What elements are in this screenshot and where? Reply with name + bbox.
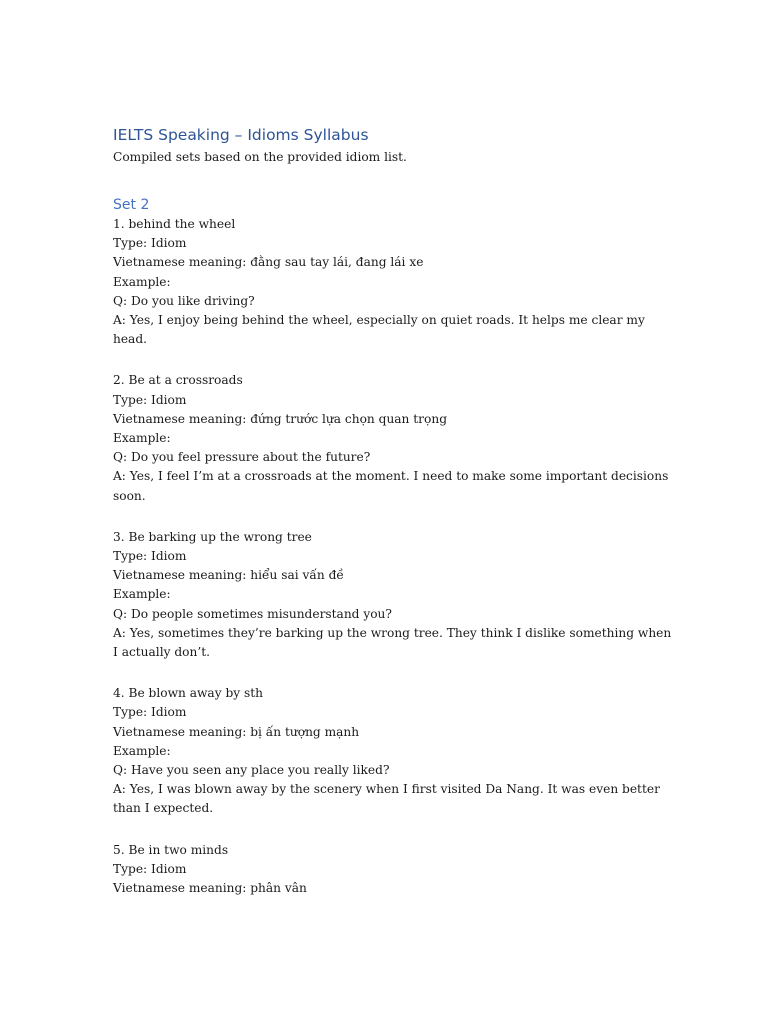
entry-meaning: Vietnamese meaning: phân vân <box>113 881 307 896</box>
entry-heading: 3. Be barking up the wrong tree <box>113 529 312 544</box>
entry-meaning: Vietnamese meaning: đằng sau tay lái, đang lái xe <box>113 255 424 270</box>
entry-example-label: Example: <box>113 587 171 602</box>
document-subtitle: Compiled sets based on the provided idiom list. <box>113 150 407 164</box>
entry-answer: A: Yes, I enjoy being behind the wheel, especially on quiet roads. It helps me clear my head. <box>113 313 645 347</box>
entry-type: Type: Idiom <box>113 549 187 564</box>
entry-heading: 1. behind the wheel <box>113 217 236 231</box>
entry-question: Q: Have you seen any place you really liked? <box>113 763 390 778</box>
entry-example-label: Example: <box>113 274 171 289</box>
entry-type: Type: Idiom <box>113 861 187 876</box>
idiom-entry-3 <box>113 528 673 662</box>
entry-heading: 2. Be at a crossroads <box>113 373 243 388</box>
entry-answer: A: Yes, I was blown away by the scenery when I first visited Da Nang. It was even better than I expected. <box>113 782 660 816</box>
entry-meaning: Vietnamese meaning: hiểu sai vấn đề <box>113 568 344 583</box>
entry-meaning: Vietnamese meaning: đứng trước lựa chọn quan trọng <box>113 411 447 426</box>
entry-question: Q: Do you like driving? <box>113 293 255 308</box>
entry-heading: 5. Be in two minds <box>113 842 229 857</box>
entry-type: Type: Idiom <box>113 236 187 251</box>
document-page <box>113 124 673 898</box>
idiom-entry-2 <box>113 371 673 505</box>
idiom-entry-4 <box>113 684 673 818</box>
set-heading: Set 2 <box>113 197 150 213</box>
entry-question: Q: Do you feel pressure about the future? <box>113 450 371 465</box>
entry-type: Type: Idiom <box>113 705 187 720</box>
idiom-entry-5 <box>113 841 673 899</box>
idiom-entry-1 <box>113 215 673 349</box>
entry-type: Type: Idiom <box>113 392 187 407</box>
entry-question: Q: Do people sometimes misunderstand you? <box>113 606 392 621</box>
entry-heading: 4. Be blown away by sth <box>113 686 264 701</box>
entry-example-label: Example: <box>113 431 171 446</box>
entry-answer: A: Yes, sometimes they’re barking up the wrong tree. They think I dislike something when I actually don’t. <box>113 625 672 660</box>
document-title: IELTS Speaking – Idioms Syllabus <box>113 126 369 144</box>
entry-answer: A: Yes, I feel I’m at a crossroads at the moment. I need to make some important decisions soon. <box>113 469 669 503</box>
entry-meaning: Vietnamese meaning: bị ấn tượng mạnh <box>113 724 360 739</box>
entry-example-label: Example: <box>113 743 171 758</box>
